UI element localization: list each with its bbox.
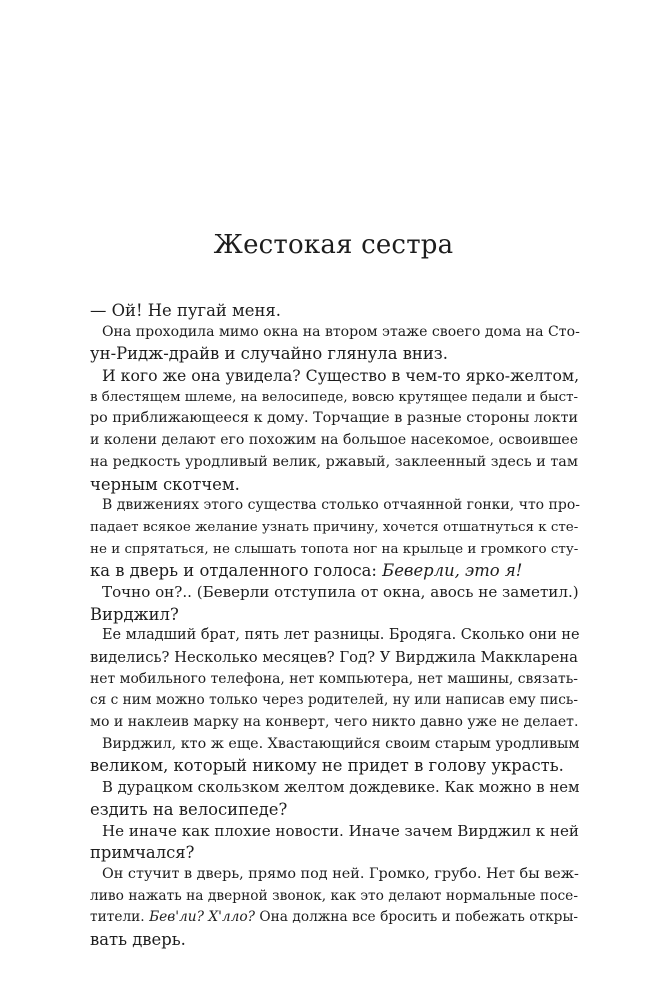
line-text: Вирджил, кто ж еще. Хвастающийся своим старым уродливым	[102, 735, 580, 752]
line-text: мо и наклеив марку на конверт, чего никто давно уже не делает.	[90, 714, 579, 731]
text-line	[90, 864, 578, 886]
chapter-title: Жестокая сестра	[213, 230, 454, 260]
line-text: Не иначе как плохие новости. Иначе зачем Вирджил к ней	[102, 821, 579, 840]
text-line	[90, 690, 578, 712]
line-text: — Ой! Не пугай меня.	[90, 301, 281, 320]
text-line	[90, 452, 578, 474]
line-text: Он стучит в дверь, прямо под ней. Громко, грубо. Нет бы веж-	[102, 865, 579, 882]
text-line	[90, 669, 578, 691]
text-line	[90, 387, 578, 409]
text-line	[90, 343, 578, 365]
line-text: ун-Ридж-драйв и случайно глянула вниз.	[90, 344, 448, 364]
text-line	[90, 495, 578, 517]
line-text: нет мобильного телефона, нет компьютера, нет машины, связать-	[90, 670, 578, 687]
line-text: черным скотчем.	[90, 474, 240, 494]
line-text: примчался?	[90, 843, 195, 863]
line-text: падает всякое желание узнать причину, хочется отшатнуться к сте-	[90, 519, 579, 535]
text-line	[90, 734, 578, 756]
text-line	[90, 799, 578, 821]
text-line	[90, 408, 578, 430]
line-text: великом, который никому не придет в голову украсть.	[90, 756, 564, 776]
line-text: не и спрятаться, не слышать топота ног на крыльце и громкого сту-	[90, 540, 579, 557]
line-text: на редкость уродливый велик, ржавый, заклеенный здесь и там	[90, 453, 578, 470]
text-line	[90, 886, 578, 908]
text-line	[90, 474, 578, 496]
text-line	[90, 907, 578, 929]
line-text: тители.	[90, 909, 150, 926]
line-text: ро приближающееся к дому. Торчащие в разные стороны локти	[90, 410, 578, 427]
text-line	[90, 560, 578, 582]
line-text: в блестящем шлеме, на велосипеде, вовсю крутящее педали и быст-	[90, 389, 579, 405]
text-line	[90, 821, 578, 843]
line-text: виделись? Несколько месяцев? Год? У Вирджила Маккларена	[90, 649, 578, 666]
line-text: Она проходила мимо окна на втором этаже своего дома на Сто-	[102, 323, 580, 340]
line-text: ливо нажать на дверной звонок, как это делают нормальные посе-	[90, 887, 578, 904]
italic-text: Бев'ли? Х'лло?	[149, 909, 255, 926]
text-line	[90, 604, 578, 626]
text-line	[90, 517, 578, 539]
line-text: Точно он?.. (Беверли отступила от окна, авось не заметил.)	[102, 582, 579, 601]
italic-text: Беверли, это я!	[382, 561, 523, 581]
text-line	[90, 777, 578, 799]
text-line	[90, 647, 578, 669]
text-line	[90, 430, 578, 452]
text-line	[90, 625, 578, 647]
text-line	[90, 322, 578, 344]
text-line	[90, 929, 578, 951]
line-text: и колени делают его похожим на большое насекомое, освоившее	[90, 432, 578, 449]
text-line	[90, 712, 578, 734]
line-text: Вирджил?	[90, 604, 179, 624]
text-line	[90, 755, 578, 777]
line-text: ся с ним можно только через родителей, ну или написав ему пись-	[90, 692, 578, 709]
body-text	[90, 300, 578, 951]
line-text: Ее младший брат, пять лет разницы. Бродяга. Сколько они не	[102, 627, 580, 644]
line-text: ездить на велосипеде?	[90, 799, 288, 819]
line-text: В движениях этого существа столько отчаянной гонки, что про-	[102, 497, 580, 514]
line-text-after: Она должна все бросить и побежать откры-	[255, 909, 579, 926]
text-line	[90, 582, 578, 604]
text-line	[90, 539, 578, 561]
text-line	[90, 300, 578, 322]
line-text: ка в дверь и отдаленного голоса:	[90, 561, 383, 581]
line-text: вать дверь.	[90, 929, 186, 949]
line-text: И кого же она увидела? Существо в чем-то ярко-желтом,	[102, 366, 580, 386]
text-line	[90, 842, 578, 864]
line-text: В дурацком скользком желтом дождевике. Как можно в нем	[102, 779, 580, 797]
text-line	[90, 365, 578, 387]
